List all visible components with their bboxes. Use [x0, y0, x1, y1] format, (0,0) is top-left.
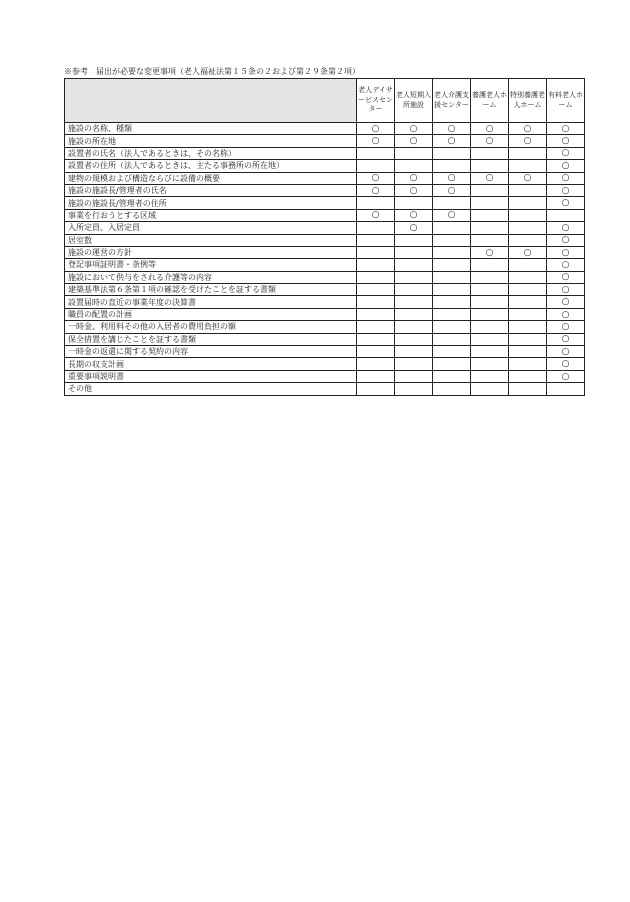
row-label: 施設の施設長/管理者の氏名 — [65, 184, 357, 196]
circle-mark: ○ — [547, 284, 585, 296]
row-label: 設置者の氏名（法人であるときは、その名称） — [65, 147, 357, 159]
empty-cell — [395, 284, 433, 296]
empty-cell — [357, 271, 395, 283]
empty-cell — [509, 358, 547, 370]
empty-cell — [395, 296, 433, 308]
empty-cell — [395, 234, 433, 246]
row-label: 設置者の住所（法人であるときは、主たる事務所の所在地） — [65, 160, 357, 172]
empty-cell — [395, 197, 433, 209]
empty-cell — [357, 222, 395, 234]
notification-requirements-table — [64, 78, 585, 396]
column-header-day-service-center: 老人デイサービスセンター — [357, 79, 395, 123]
circle-mark: ○ — [547, 358, 585, 370]
circle-mark: ○ — [433, 209, 471, 221]
row-label: 施設の名称、種類 — [65, 123, 357, 135]
empty-cell — [471, 358, 509, 370]
empty-cell — [433, 296, 471, 308]
row-label: 居室数 — [65, 234, 357, 246]
row-label: 設置届時の直近の事業年度の決算書 — [65, 296, 357, 308]
empty-cell — [509, 383, 547, 395]
empty-cell — [509, 284, 547, 296]
empty-cell — [509, 346, 547, 358]
empty-cell — [433, 308, 471, 320]
circle-mark: ○ — [547, 172, 585, 184]
empty-cell — [471, 333, 509, 345]
empty-cell — [395, 259, 433, 271]
empty-cell — [509, 222, 547, 234]
empty-cell — [357, 333, 395, 345]
empty-cell — [471, 147, 509, 159]
circle-mark: ○ — [547, 296, 585, 308]
empty-cell — [433, 246, 471, 258]
empty-cell — [395, 308, 433, 320]
empty-cell — [471, 234, 509, 246]
table-row — [65, 123, 585, 135]
empty-cell — [547, 209, 585, 221]
row-label: 長期の収支計画 — [65, 358, 357, 370]
circle-mark: ○ — [509, 123, 547, 135]
table-row — [65, 184, 585, 196]
header-blank-cell — [65, 79, 357, 123]
empty-cell — [357, 284, 395, 296]
circle-mark: ○ — [547, 184, 585, 196]
empty-cell — [547, 383, 585, 395]
empty-cell — [357, 346, 395, 358]
empty-cell — [433, 321, 471, 333]
empty-cell — [509, 271, 547, 283]
empty-cell — [357, 308, 395, 320]
empty-cell — [509, 184, 547, 196]
empty-cell — [433, 197, 471, 209]
empty-cell — [433, 222, 471, 234]
empty-cell — [471, 259, 509, 271]
circle-mark: ○ — [547, 259, 585, 271]
table-row — [65, 271, 585, 283]
empty-cell — [357, 246, 395, 258]
circle-mark: ○ — [547, 308, 585, 320]
empty-cell — [509, 160, 547, 172]
empty-cell — [357, 147, 395, 159]
circle-mark: ○ — [433, 172, 471, 184]
circle-mark: ○ — [547, 271, 585, 283]
empty-cell — [395, 370, 433, 382]
row-label: 登記事項証明書・条例等 — [65, 259, 357, 271]
document-caption: ※参考 届出が必要な変更事項（老人福祉法第１５条の２および第２９条第２項） — [64, 67, 360, 76]
empty-cell — [395, 383, 433, 395]
circle-mark: ○ — [357, 209, 395, 221]
table-row — [65, 222, 585, 234]
row-label: 一時金の返還に関する契約の内容 — [65, 346, 357, 358]
circle-mark: ○ — [433, 123, 471, 135]
circle-mark: ○ — [547, 246, 585, 258]
empty-cell — [471, 383, 509, 395]
empty-cell — [471, 296, 509, 308]
empty-cell — [433, 333, 471, 345]
empty-cell — [471, 271, 509, 283]
row-label: 建物の規模および構造ならびに設備の概要 — [65, 172, 357, 184]
empty-cell — [509, 296, 547, 308]
column-header-short-stay-facility: 老人短期入所施設 — [395, 79, 433, 123]
table-row — [65, 358, 585, 370]
empty-cell — [395, 321, 433, 333]
empty-cell — [509, 308, 547, 320]
empty-cell — [471, 197, 509, 209]
row-label: 建築基準法第６条第１項の確認を受けたことを証する書類 — [65, 284, 357, 296]
row-label: 施設の施設長/管理者の住所 — [65, 197, 357, 209]
row-label: 事業を行おうとする区域 — [65, 209, 357, 221]
empty-cell — [509, 209, 547, 221]
circle-mark: ○ — [547, 197, 585, 209]
circle-mark: ○ — [357, 184, 395, 196]
circle-mark: ○ — [471, 135, 509, 147]
circle-mark: ○ — [547, 234, 585, 246]
empty-cell — [509, 234, 547, 246]
table-row — [65, 370, 585, 382]
empty-cell — [471, 222, 509, 234]
row-label: 重要事項説明書 — [65, 370, 357, 382]
empty-cell — [357, 197, 395, 209]
circle-mark: ○ — [471, 172, 509, 184]
table-row — [65, 333, 585, 345]
empty-cell — [395, 271, 433, 283]
circle-mark: ○ — [357, 135, 395, 147]
circle-mark: ○ — [547, 346, 585, 358]
empty-cell — [357, 383, 395, 395]
table-body — [65, 123, 585, 396]
empty-cell — [509, 321, 547, 333]
empty-cell — [357, 321, 395, 333]
row-label: 施設において供与をされる介護等の内容 — [65, 271, 357, 283]
empty-cell — [471, 321, 509, 333]
circle-mark: ○ — [357, 123, 395, 135]
circle-mark: ○ — [547, 123, 585, 135]
empty-cell — [509, 259, 547, 271]
table-row — [65, 308, 585, 320]
table-row — [65, 135, 585, 147]
empty-cell — [471, 346, 509, 358]
empty-cell — [357, 160, 395, 172]
empty-cell — [433, 271, 471, 283]
empty-cell — [357, 234, 395, 246]
column-header-special-nursing-home: 特別養護老人ホーム — [509, 79, 547, 123]
table-row — [65, 284, 585, 296]
circle-mark: ○ — [395, 135, 433, 147]
row-label: 施設の所在地 — [65, 135, 357, 147]
row-label: 一時金、利用料その他の入居者の費用負担の額 — [65, 321, 357, 333]
column-header-paid-nursing-home: 有料老人ホーム — [547, 79, 585, 123]
column-header-nursing-home: 養護老人ホーム — [471, 79, 509, 123]
table-row — [65, 346, 585, 358]
circle-mark: ○ — [471, 123, 509, 135]
circle-mark: ○ — [395, 184, 433, 196]
circle-mark: ○ — [433, 184, 471, 196]
circle-mark: ○ — [433, 135, 471, 147]
circle-mark: ○ — [357, 172, 395, 184]
circle-mark: ○ — [547, 160, 585, 172]
column-header-care-support-center: 老人介護支援センター — [433, 79, 471, 123]
empty-cell — [433, 259, 471, 271]
empty-cell — [395, 160, 433, 172]
empty-cell — [395, 333, 433, 345]
circle-mark: ○ — [395, 222, 433, 234]
empty-cell — [509, 147, 547, 159]
empty-cell — [471, 184, 509, 196]
circle-mark: ○ — [395, 123, 433, 135]
circle-mark: ○ — [547, 135, 585, 147]
empty-cell — [395, 346, 433, 358]
circle-mark: ○ — [547, 370, 585, 382]
table-row — [65, 259, 585, 271]
empty-cell — [395, 246, 433, 258]
empty-cell — [471, 370, 509, 382]
table-header-row — [65, 79, 585, 123]
empty-cell — [433, 346, 471, 358]
empty-cell — [395, 358, 433, 370]
table-row — [65, 383, 585, 395]
table-row — [65, 209, 585, 221]
table-row — [65, 160, 585, 172]
row-label: 入所定員、入居定員 — [65, 222, 357, 234]
row-label: 職員の配置の計画 — [65, 308, 357, 320]
circle-mark: ○ — [471, 246, 509, 258]
empty-cell — [433, 147, 471, 159]
circle-mark: ○ — [509, 172, 547, 184]
table-row — [65, 321, 585, 333]
table-row — [65, 234, 585, 246]
circle-mark: ○ — [547, 222, 585, 234]
table-row — [65, 197, 585, 209]
empty-cell — [433, 160, 471, 172]
circle-mark: ○ — [395, 172, 433, 184]
empty-cell — [433, 358, 471, 370]
empty-cell — [357, 370, 395, 382]
circle-mark: ○ — [509, 246, 547, 258]
empty-cell — [471, 308, 509, 320]
empty-cell — [471, 209, 509, 221]
circle-mark: ○ — [509, 135, 547, 147]
empty-cell — [357, 296, 395, 308]
empty-cell — [357, 259, 395, 271]
empty-cell — [471, 284, 509, 296]
row-label: 施設の運営の方針 — [65, 246, 357, 258]
empty-cell — [509, 370, 547, 382]
empty-cell — [509, 197, 547, 209]
empty-cell — [395, 147, 433, 159]
circle-mark: ○ — [547, 321, 585, 333]
circle-mark: ○ — [547, 333, 585, 345]
row-label: 保全措置を講じたことを証する書類 — [65, 333, 357, 345]
empty-cell — [509, 333, 547, 345]
table-row — [65, 246, 585, 258]
empty-cell — [433, 284, 471, 296]
row-label: その他 — [65, 383, 357, 395]
empty-cell — [433, 370, 471, 382]
table-row — [65, 296, 585, 308]
circle-mark: ○ — [395, 209, 433, 221]
table-row — [65, 172, 585, 184]
circle-mark: ○ — [547, 147, 585, 159]
empty-cell — [433, 234, 471, 246]
empty-cell — [471, 160, 509, 172]
empty-cell — [357, 358, 395, 370]
empty-cell — [433, 383, 471, 395]
table-row — [65, 147, 585, 159]
